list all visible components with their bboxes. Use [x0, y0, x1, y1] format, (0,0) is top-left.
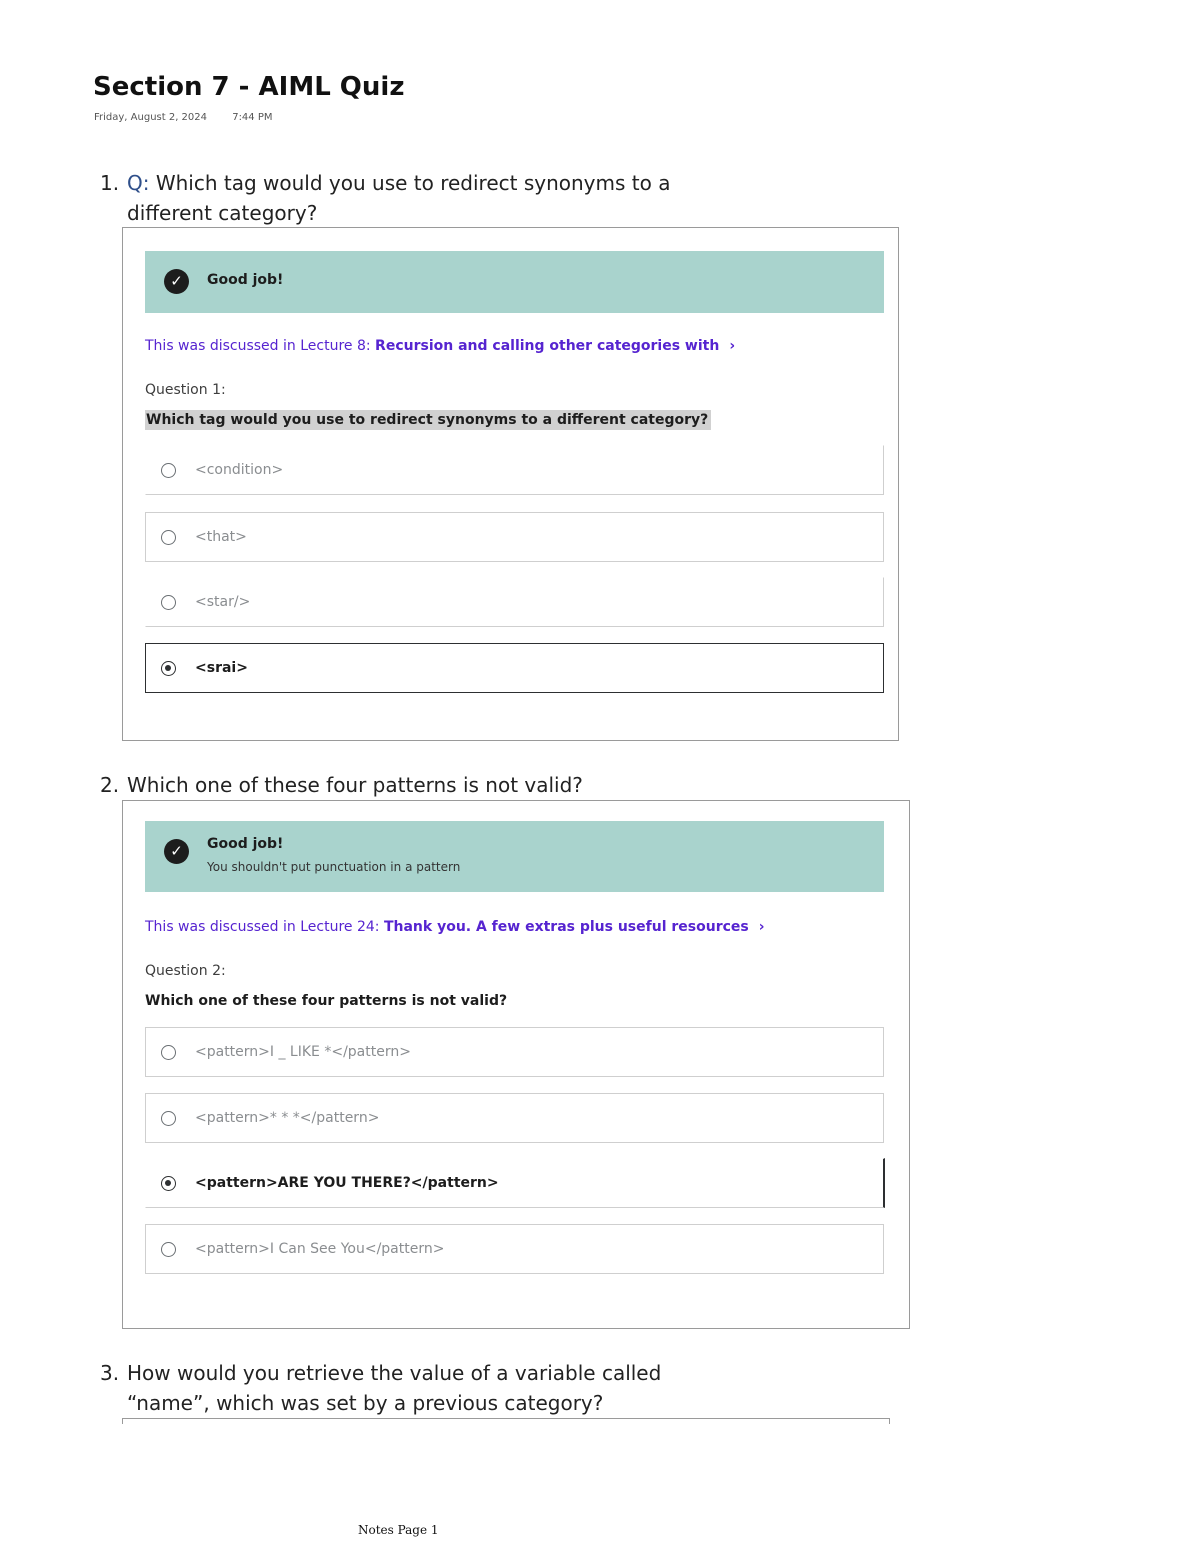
- question-stem: Which tag would you use to redirect synonyms to a different category?: [145, 410, 711, 430]
- answer-option-selected[interactable]: [145, 1158, 885, 1208]
- banner-title: Good job!: [207, 836, 284, 852]
- quiz-screenshot-2: [122, 800, 910, 1329]
- option-label: <condition>: [195, 462, 284, 478]
- answer-option[interactable]: [145, 445, 884, 495]
- option-label: <pattern>I _ LIKE *</pattern>: [195, 1044, 411, 1060]
- question-stem: Which one of these four patterns is not valid?: [145, 993, 508, 1009]
- question-text: How would you retrieve the value of a variable called “name”, which was set by a previous category?: [127, 1361, 662, 1415]
- lecture-prefix: This was discussed in Lecture 8:: [145, 338, 371, 354]
- feedback-banner: [145, 251, 884, 313]
- clipped-screenshot-edge: [122, 1418, 890, 1419]
- page-title: Section 7 - AIML Quiz: [93, 72, 405, 102]
- page-time: 7:44 PM: [232, 112, 273, 123]
- question-body: Which tag would you use to redirect synonyms to a different category?: [127, 171, 671, 225]
- radio-selected-icon: [161, 661, 176, 676]
- option-label: <that>: [195, 529, 247, 545]
- chevron-right-icon: ›: [729, 338, 736, 354]
- option-label: <pattern>ARE YOU THERE?</pattern>: [195, 1175, 499, 1191]
- option-label: <star/>: [195, 594, 251, 610]
- chevron-right-icon: ›: [758, 919, 765, 935]
- lecture-title: Thank you. A few extras plus useful resources: [383, 919, 749, 935]
- lecture-prefix: This was discussed in Lecture 24:: [145, 919, 380, 935]
- answer-option[interactable]: [145, 512, 884, 562]
- lecture-title: Recursion and calling other categories with: [375, 338, 720, 354]
- radio-icon: [161, 1111, 176, 1126]
- answer-option[interactable]: [145, 1093, 884, 1143]
- question-number: 3.: [100, 1361, 120, 1385]
- lecture-link[interactable]: [145, 919, 765, 935]
- radio-icon: [161, 1045, 176, 1060]
- page-meta: [94, 112, 273, 123]
- check-circle-icon: ✓: [164, 839, 189, 864]
- page-footer: Notes Page 1: [358, 1523, 439, 1537]
- answer-option-selected[interactable]: [145, 643, 884, 693]
- question-text: Which one of these four patterns is not valid?: [127, 773, 583, 797]
- question-text: [127, 168, 687, 228]
- answer-option[interactable]: [145, 1224, 884, 1274]
- question-number: 2.: [100, 773, 120, 797]
- question-prefix: Q:: [127, 171, 150, 195]
- option-label: <srai>: [195, 660, 248, 676]
- answer-option[interactable]: [145, 1027, 884, 1077]
- radio-icon: [161, 1242, 176, 1257]
- banner-title: Good job!: [207, 272, 284, 288]
- question-label: Question 2:: [145, 963, 226, 979]
- lecture-link[interactable]: [145, 338, 735, 354]
- question-1-heading: [100, 168, 687, 228]
- page-date: Friday, August 2, 2024: [94, 112, 208, 123]
- question-2-heading: [100, 770, 687, 800]
- quiz-screenshot-1: [122, 227, 899, 741]
- option-label: <pattern>* * *</pattern>: [195, 1110, 380, 1126]
- answer-option[interactable]: [145, 577, 884, 627]
- option-label: <pattern>I Can See You</pattern>: [195, 1241, 445, 1257]
- radio-icon: [161, 530, 176, 545]
- question-3-heading: [100, 1358, 687, 1418]
- question-number: 1.: [100, 171, 120, 195]
- radio-icon: [161, 595, 176, 610]
- radio-selected-icon: [161, 1176, 176, 1191]
- radio-icon: [161, 463, 176, 478]
- check-circle-icon: ✓: [164, 269, 189, 294]
- feedback-banner: [145, 821, 884, 892]
- question-label: Question 1:: [145, 382, 226, 398]
- banner-subtitle: You shouldn't put punctuation in a pattern: [207, 860, 461, 874]
